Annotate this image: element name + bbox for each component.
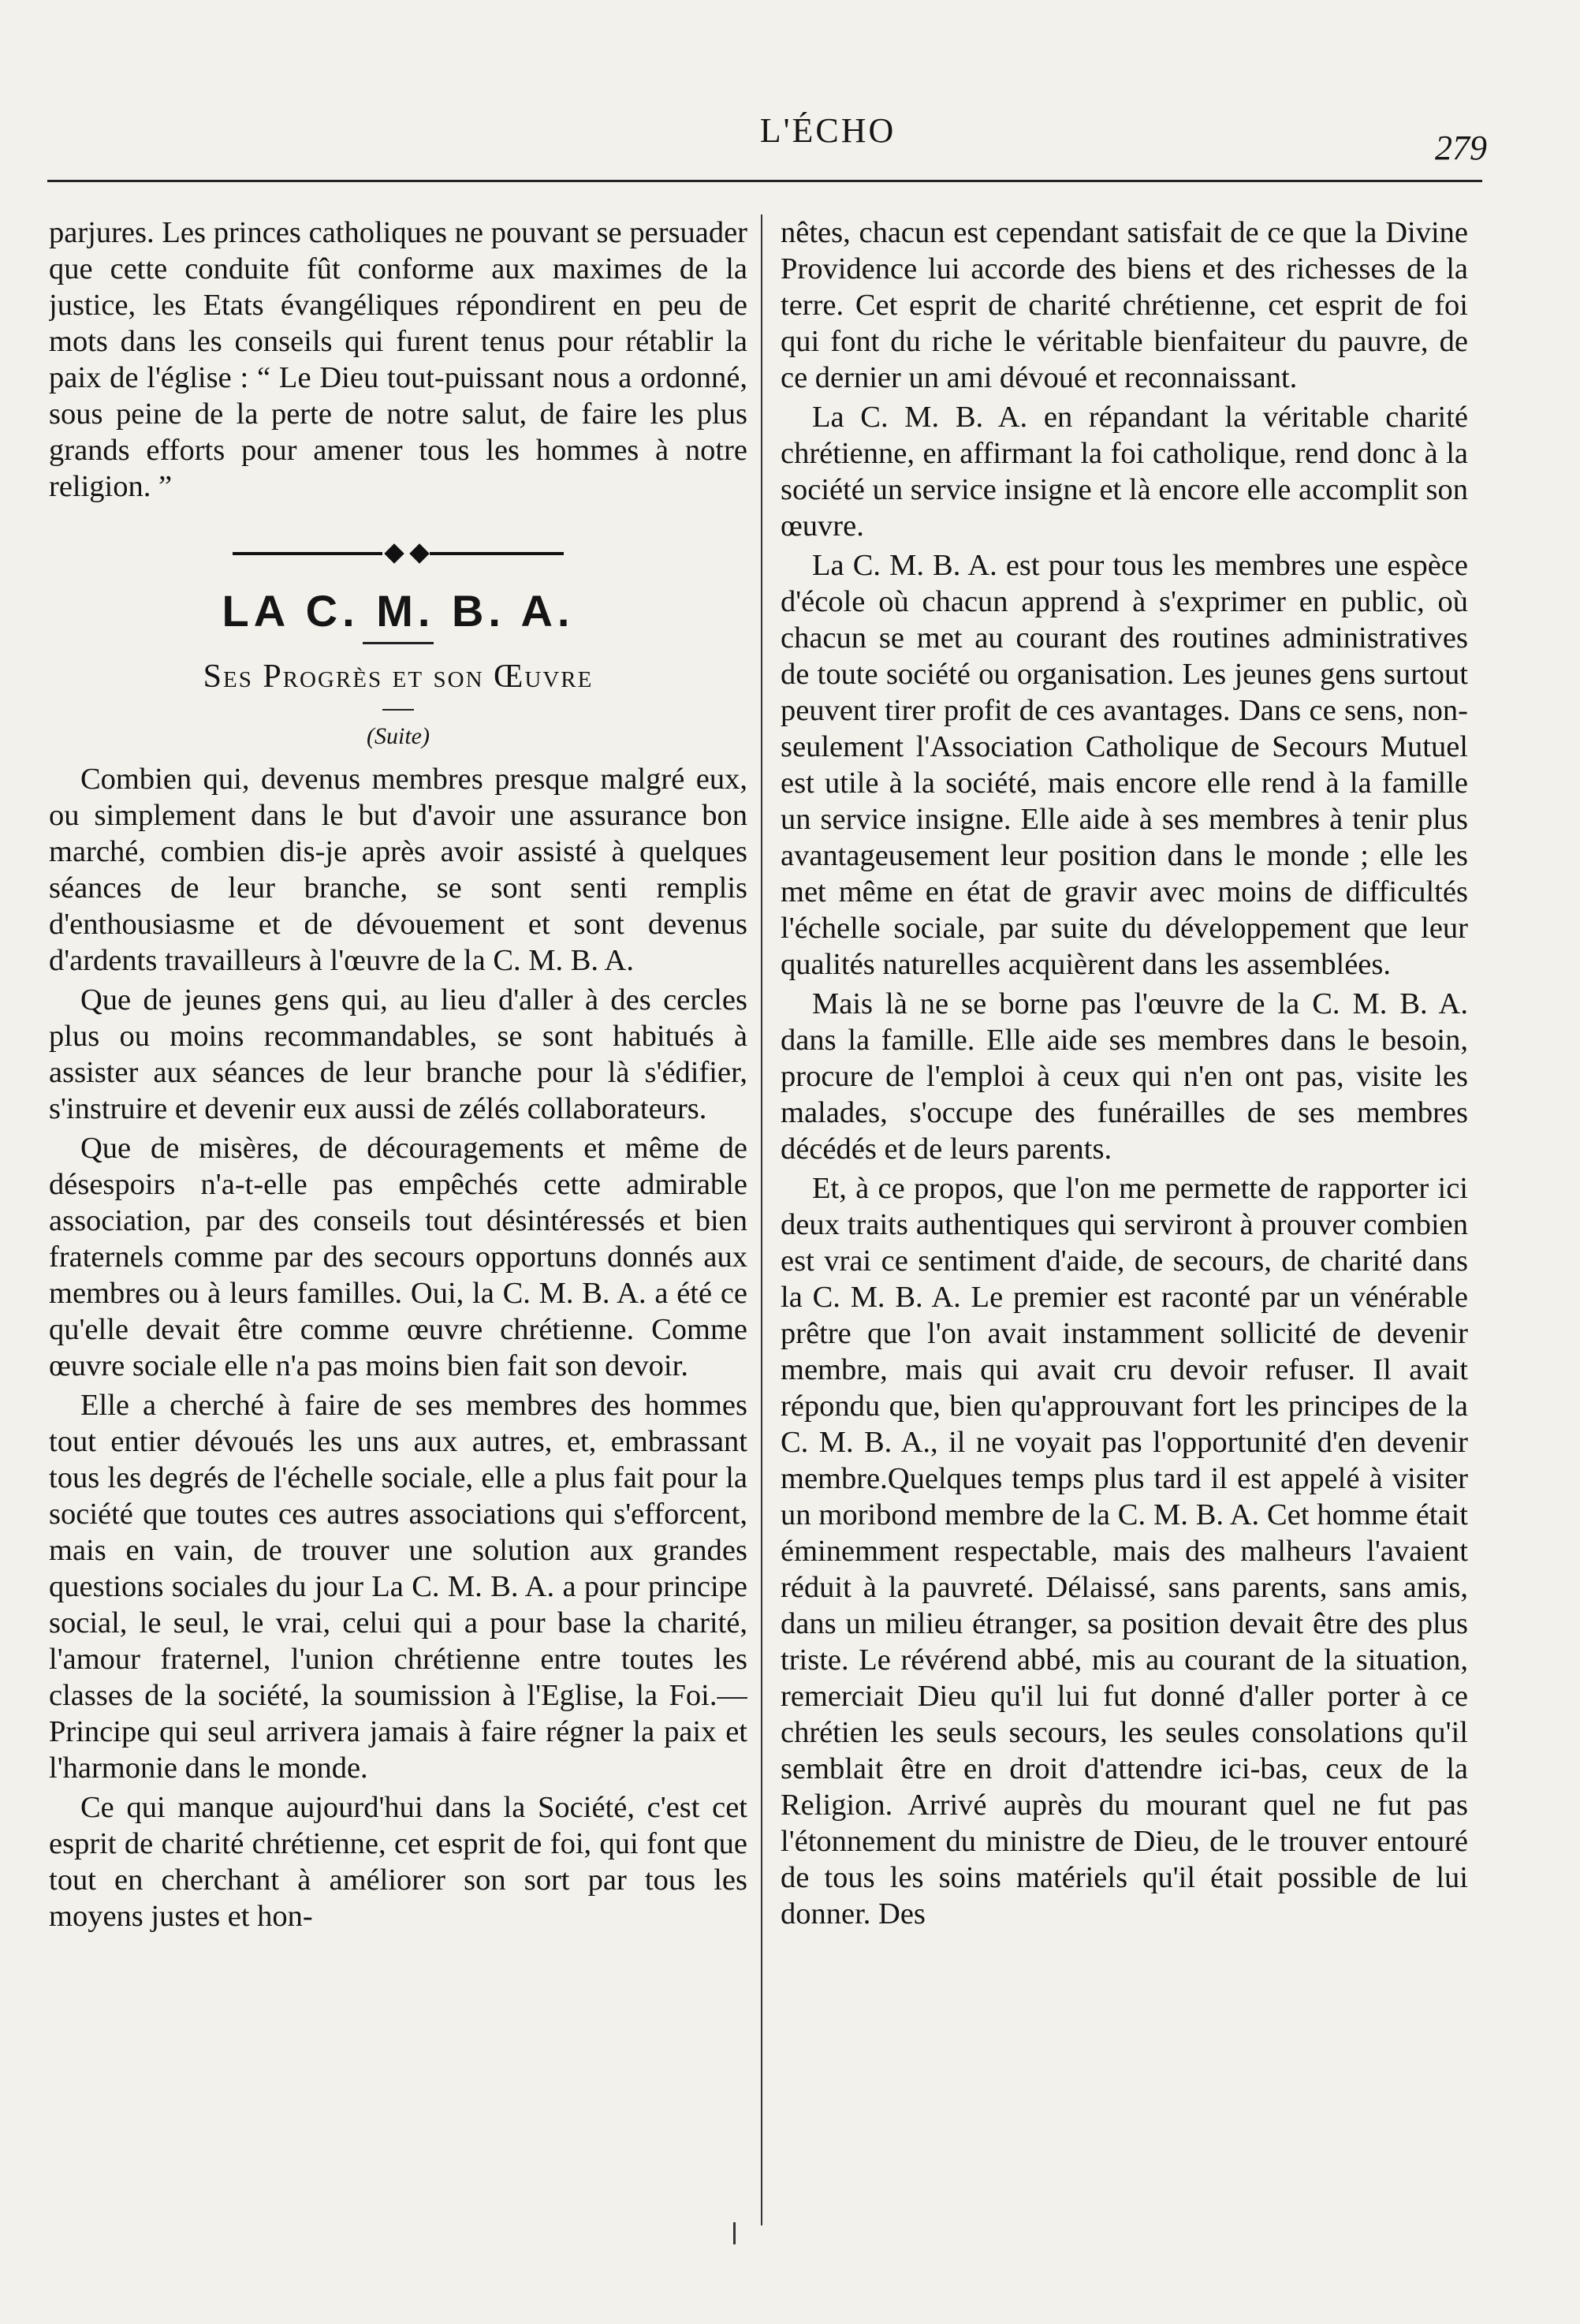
paragraph: nêtes, chacun est cependant satisfait de ce que la Divine Providence lui accorde des biens et des richesses de la terre. Cet esprit de charité chrétienne, cet esprit de foi qui font du riche le véritable bienfaiteur du pauvre, de ce dernier un ami dévoué et reconnaissant. [781, 216, 1468, 394]
paragraph: Elle a cherché à faire de ses membres des hommes tout entier dévoués les uns aux autres, et, embrassant tous les degrés de l'échelle sociale, elle a plus fait pour la société que toutes ces autres associations qui s'efforcent, mais en vain, de trouver une solution aux grandes questions sociales du jour La C. M. B. A. a pour principe social, le seul, le vrai, celui qui a pour base la charité, l'amour fraternel, l'union chrétienne entre toutes les classes de la société, la soumission à l'Eglise, la Foi.—Principe qui seul arrivera jamais à faire régner la paix et l'harmonie dans le monde. [49, 1389, 747, 1785]
page-number: 279 [1435, 129, 1487, 167]
paragraph: Que de misères, de découragements et même de désespoirs n'a-t-elle pas empêchés cette admirable association, par des conseils tout désintéressés et bien fraternels comme par des secours opportuns donnés aux membres ou à leurs familles. Oui, la C. M. B. A. a été ce qu'elle devait être comme œuvre chrétienne. Comme œuvre sociale elle n'a pas moins bien fait son devoir. [49, 1132, 747, 1382]
footer-mark [733, 2222, 736, 2244]
paragraph: Combien qui, devenus membres presque malgré eux, ou simplement dans le but d'avoir une assurance bon marché, combien dis-je après avoir assisté à quelques séances de leur branche, se sont senti remplis d'enthousiasme et de dévouement et sont devenus d'ardents travailleurs à l'œuvre de la C. M. B. A. [49, 763, 747, 977]
paragraph: Mais là ne se borne pas l'œuvre de la C. M. B. A. dans la famille. Elle aide ses membres dans le besoin, procure de l'emploi à ceux qui n'en ont pas, visite les malades, s'occupe des funérailles de ses membres décédés et de leurs parents. [781, 987, 1468, 1166]
header-rule [47, 180, 1482, 182]
paragraph: parjures. Les princes catholiques ne pouvant se persuader que cette conduite fût conforme aux maximes de la justice, les Etats évangéliques répondirent en peu de mots dans les conseils qui furent tenus pour rétablir la paix de l'église : “ Le Dieu tout-puissant nous a ordonné, sous peine de la perte de notre salut, de faire les plus grands efforts pour amener tous les hommes à notre religion. ” [49, 216, 747, 503]
paragraph: Et, à ce propos, que l'on me permette de rapporter ici deux traits authentiques qui serviront à prouver combien est vrai ce sentiment d'aide, de secours, de charité dans la C. M. B. A. Le premier est raconté par un vénérable prêtre que l'on avait instamment sollicité de devenir membre, mais qui avait cru devoir refuser. Il avait répondu que, bien qu'approuvant fort les principes de la C. M. B. A., il ne voyait pas l'opportunité d'en devenir membre.Quelques temps plus tard il est appelé à visiter un moribond membre de la C. M. B. A. Cet homme était éminemment respectable, mais des malheurs l'avaient réduit à la pauvreté. Délaissé, sans parents, sans amis, dans un milieu étranger, sa position devait être des plus triste. Le révérend abbé, mis au courant de la situation, remerciait Dieu qu'il lui fut donné d'aller porter à ce chrétien les seuls secours, les seules consolations qu'il semblait être en droit d'attendre ici-bas, ceux de la Religion. Arrivé auprès du mourant quel ne fut pas l'étonnement du ministre de Dieu, de le trouver entouré de tous les soins matériels qu'il était possible de lui donner. Des [781, 1172, 1468, 1930]
paragraph: La C. M. B. A. est pour tous les membres une espèce d'école où chacun apprend à s'exprimer en public, où chacun se met au courant des routines administratives de toute société ou organisation. Les jeunes gens surtout peuvent tirer profit de ces avantages. Dans ce sens, non-seulement l'Association Catholique de Secours Mutuel est utile à la société, mais encore elle rend à la famille un service insigne. Elle aide à ses membres à tenir plus avantageusement leur position dans le monde ; elle les met même en état de gravir avec moins de difficultés l'échelle sociale, par suite du développement que leur qualités naturelles acquièrent dans les assemblées. [781, 549, 1468, 981]
page-header [150, 104, 1506, 167]
section-title: LA C. M. B. A. [222, 586, 575, 636]
paragraph: La C. M. B. A. en répandant la véritable charité chrétienne, en affirmant la foi catholique, rend donc à la société un service insigne et là encore elle accomplit son œuvre. [781, 401, 1468, 543]
paragraph: Que de jeunes gens qui, au lieu d'aller à des cercles plus ou moins recommandables, se sont habitués à assister aux séances de leur branche pour là s'édifier, s'instruire et devenir eux aussi de zélés collaborateurs. [49, 983, 747, 1125]
right-column [781, 214, 1468, 2233]
section-subtitle: Ses Progrès et son Œuvre [203, 658, 594, 695]
column-divider [761, 214, 762, 2225]
subtitle-rule [382, 709, 414, 711]
title-rule [363, 642, 434, 644]
section-ornament [233, 544, 564, 563]
running-title: L'ÉCHO [759, 111, 896, 150]
continuation-note: (Suite) [367, 723, 430, 749]
left-column [49, 214, 747, 2233]
paragraph: Ce qui manque aujourd'hui dans la Société, c'est cet esprit de charité chrétienne, cet esprit de foi, qui font que tout en cherchant à améliorer son sort par tous les moyens justes et hon- [49, 1791, 747, 1933]
